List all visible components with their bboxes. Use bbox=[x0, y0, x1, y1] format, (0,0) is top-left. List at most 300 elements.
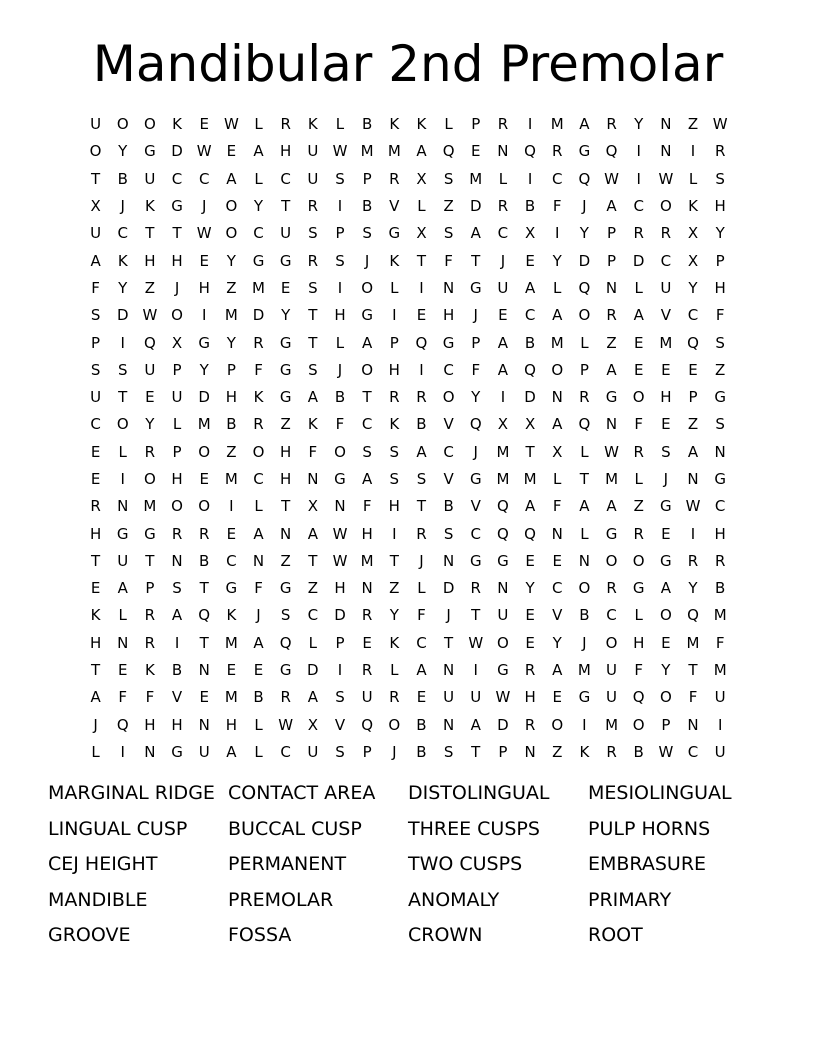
grid-letter: B bbox=[117, 169, 128, 188]
grid-letter: J bbox=[446, 606, 451, 625]
grid-letter: L bbox=[553, 470, 562, 488]
grid-letter: L bbox=[254, 497, 263, 516]
word-list-item: LINGUAL CUSP bbox=[48, 817, 188, 840]
grid-letter: P bbox=[715, 251, 725, 270]
grid-letter: S bbox=[443, 169, 454, 188]
grid-letter: S bbox=[308, 360, 318, 379]
word-list-item: PERMANENT bbox=[228, 853, 347, 875]
grid-letter: N bbox=[280, 524, 292, 543]
grid-letter: Z bbox=[715, 360, 726, 379]
grid-letter: C bbox=[226, 551, 237, 570]
grid-letter: Z bbox=[687, 115, 699, 134]
grid-letter: O bbox=[143, 470, 156, 488]
grid-letter: B bbox=[443, 497, 454, 516]
word-list bbox=[48, 776, 788, 954]
grid-letter: O bbox=[361, 360, 374, 379]
word-list-item: TWO CUSPS bbox=[408, 853, 523, 875]
grid-letter: E bbox=[633, 360, 644, 379]
grid-letter: M bbox=[360, 551, 374, 570]
grid-letter: T bbox=[172, 224, 182, 243]
grid-letter: M bbox=[224, 306, 238, 325]
grid-letter: E bbox=[199, 470, 209, 488]
grid-row bbox=[82, 493, 734, 520]
grid-letter: C bbox=[551, 579, 563, 598]
grid-letter: S bbox=[362, 224, 372, 243]
grid-letter: I bbox=[690, 142, 696, 161]
grid-letter: O bbox=[632, 715, 645, 734]
grid-letter: T bbox=[90, 169, 101, 188]
grid-letter: L bbox=[444, 115, 453, 134]
grid-letter: J bbox=[392, 742, 397, 761]
grid-letter: B bbox=[416, 742, 427, 761]
grid-letter: I bbox=[201, 306, 207, 325]
grid-letter: D bbox=[198, 388, 210, 407]
grid-letter: C bbox=[280, 169, 291, 188]
grid-letter: C bbox=[117, 224, 128, 243]
grid-letter: N bbox=[361, 579, 373, 598]
grid-letter: E bbox=[633, 333, 644, 352]
grid-letter: G bbox=[279, 360, 292, 379]
grid-letter: A bbox=[90, 251, 101, 270]
grid-letter: Y bbox=[145, 415, 155, 434]
grid-letter: L bbox=[417, 579, 426, 598]
grid-letter: F bbox=[552, 197, 562, 216]
grid-letter: X bbox=[416, 224, 427, 243]
grid-letter: Z bbox=[280, 551, 291, 570]
grid-letter: K bbox=[688, 197, 698, 216]
grid-letter: K bbox=[253, 388, 264, 407]
grid-letter: E bbox=[226, 142, 237, 161]
grid-letter: O bbox=[89, 142, 102, 161]
word-list-item: ANOMALY bbox=[408, 888, 500, 911]
grid-row bbox=[82, 548, 734, 575]
page-title: Mandibular 2nd Premolar bbox=[92, 35, 724, 93]
grid-letter: G bbox=[469, 278, 482, 297]
grid-letter: Y bbox=[715, 224, 725, 243]
grid-letter: S bbox=[389, 470, 400, 488]
grid-letter: B bbox=[524, 333, 536, 352]
grid-letter: B bbox=[524, 197, 536, 216]
grid-row bbox=[82, 684, 734, 711]
grid-letter: H bbox=[89, 633, 102, 652]
grid-letter: O bbox=[659, 606, 672, 625]
grid-letter: K bbox=[579, 742, 590, 761]
grid-letter: F bbox=[417, 606, 426, 625]
grid-letter: C bbox=[687, 306, 699, 325]
grid-letter: U bbox=[90, 115, 102, 134]
grid-letter: R bbox=[198, 524, 210, 543]
grid-letter: Q bbox=[415, 333, 428, 352]
grid-letter: C bbox=[497, 224, 509, 243]
grid-letter: E bbox=[416, 306, 427, 325]
grid-letter: B bbox=[361, 115, 373, 134]
grid-letter: T bbox=[145, 551, 155, 570]
grid-letter: D bbox=[469, 197, 482, 216]
word-list-item: DISTOLINGUAL bbox=[408, 782, 550, 804]
grid-letter: Y bbox=[579, 224, 589, 243]
grid-letter: T bbox=[199, 633, 209, 652]
grid-letter: R bbox=[144, 633, 156, 652]
grid-letter: K bbox=[389, 251, 400, 270]
grid-letter: W bbox=[142, 306, 158, 325]
grid-letter: S bbox=[715, 415, 725, 434]
grid-letter: A bbox=[307, 524, 318, 543]
grid-row bbox=[82, 411, 734, 438]
grid-letter: R bbox=[361, 606, 373, 625]
grid-letter: M bbox=[224, 470, 238, 488]
grid-letter: Z bbox=[226, 278, 237, 297]
grid-letter: M bbox=[713, 606, 727, 625]
grid-letter: E bbox=[525, 606, 535, 625]
grid-letter: C bbox=[253, 224, 264, 243]
grid-letter: X bbox=[524, 224, 536, 243]
grid-letter: F bbox=[634, 661, 644, 680]
grid-letter: N bbox=[442, 551, 455, 570]
grid-letter: Q bbox=[143, 333, 156, 352]
grid-letter: O bbox=[578, 306, 591, 325]
grid-letter: H bbox=[524, 688, 536, 707]
grid-letter: Y bbox=[226, 333, 236, 352]
grid-letter: Q bbox=[279, 633, 292, 652]
grid-letter: H bbox=[198, 278, 210, 297]
grid-letter: S bbox=[661, 442, 671, 461]
grid-letter: Z bbox=[389, 579, 400, 598]
grid-letter: N bbox=[198, 661, 210, 680]
grid-letter: C bbox=[687, 742, 699, 761]
grid-letter: J bbox=[337, 360, 343, 379]
grid-letter: S bbox=[90, 360, 101, 379]
grid-letter: T bbox=[471, 251, 481, 270]
grid-letter: A bbox=[362, 333, 373, 352]
grid-letter: P bbox=[335, 224, 345, 243]
grid-letter: V bbox=[334, 715, 346, 734]
grid-letter: I bbox=[337, 661, 343, 680]
grid-letter: A bbox=[253, 633, 264, 652]
grid-letter: A bbox=[416, 442, 427, 461]
grid-letter: G bbox=[171, 197, 183, 216]
grid-letter: L bbox=[335, 115, 345, 134]
grid-letter: B bbox=[226, 415, 237, 434]
grid-letter: R bbox=[606, 306, 617, 325]
grid-letter: C bbox=[443, 360, 454, 379]
grid-letter: O bbox=[252, 442, 265, 461]
grid-letter: M bbox=[496, 442, 510, 461]
word-list-item: GROOVE bbox=[48, 924, 131, 946]
grid-letter: T bbox=[471, 742, 481, 761]
grid-row bbox=[82, 712, 734, 739]
grid-letter: M bbox=[197, 415, 211, 434]
grid-letter: R bbox=[687, 551, 699, 570]
grid-letter: Q bbox=[361, 715, 374, 734]
grid-letter: E bbox=[90, 470, 101, 488]
grid-letter: U bbox=[497, 606, 509, 625]
grid-letter: G bbox=[605, 388, 618, 407]
grid-letter: S bbox=[335, 169, 345, 188]
grid-letter: U bbox=[144, 360, 156, 379]
grid-letter: O bbox=[605, 551, 618, 570]
grid-letter: K bbox=[307, 415, 318, 434]
grid-letter: N bbox=[252, 551, 265, 570]
grid-letter: R bbox=[633, 524, 644, 543]
word-list-item: ROOT bbox=[588, 924, 643, 946]
grid-letter: O bbox=[605, 633, 618, 652]
grid-letter: I bbox=[120, 742, 125, 761]
grid-letter: F bbox=[362, 497, 372, 516]
grid-letter: A bbox=[253, 524, 264, 543]
grid-letter: G bbox=[497, 551, 509, 570]
grid-letter: A bbox=[416, 142, 427, 161]
grid-letter: M bbox=[713, 661, 727, 680]
grid-letter: A bbox=[226, 169, 237, 188]
grid-letter: U bbox=[470, 688, 482, 707]
grid-letter: S bbox=[715, 333, 725, 352]
grid-letter: S bbox=[280, 606, 291, 625]
grid-letter: L bbox=[580, 442, 589, 461]
grid-letter: F bbox=[715, 306, 725, 325]
grid-letter: Q bbox=[116, 715, 129, 734]
grid-letter: A bbox=[606, 360, 617, 379]
grid-letter: O bbox=[225, 197, 238, 216]
grid-letter: T bbox=[281, 497, 291, 516]
grid-letter: R bbox=[253, 415, 264, 434]
grid-letter: X bbox=[687, 251, 699, 270]
grid-letter: H bbox=[334, 306, 346, 325]
grid-letter: S bbox=[416, 470, 427, 488]
grid-letter: Q bbox=[497, 524, 509, 543]
grid-letter: G bbox=[469, 470, 482, 488]
grid-letter: M bbox=[577, 661, 591, 680]
grid-letter: O bbox=[632, 388, 645, 407]
grid-letter: I bbox=[527, 169, 533, 188]
grid-letter: E bbox=[117, 661, 128, 680]
grid-letter: C bbox=[307, 606, 319, 625]
grid-letter: O bbox=[497, 633, 509, 652]
grid-letter: X bbox=[307, 497, 318, 516]
grid-letter: N bbox=[687, 715, 699, 734]
grid-letter: R bbox=[144, 606, 156, 625]
word-list-item: PULP HORNS bbox=[588, 817, 711, 840]
grid-letter: G bbox=[279, 251, 292, 270]
grid-letter: V bbox=[389, 197, 400, 216]
grid-letter: J bbox=[500, 251, 506, 270]
grid-letter: O bbox=[659, 688, 672, 707]
grid-letter: F bbox=[254, 579, 263, 598]
grid-letter: E bbox=[525, 251, 535, 270]
grid-letter: I bbox=[717, 715, 723, 734]
grid-letter: R bbox=[389, 688, 400, 707]
grid-letter: I bbox=[419, 360, 424, 379]
word-list-item: PREMOLAR bbox=[228, 888, 334, 911]
grid-letter: Q bbox=[578, 169, 591, 188]
grid-letter: T bbox=[308, 306, 318, 325]
grid-letter: X bbox=[307, 715, 318, 734]
grid-letter: H bbox=[280, 142, 292, 161]
grid-letter: B bbox=[199, 551, 210, 570]
grid-letter: L bbox=[254, 742, 263, 761]
grid-letter: D bbox=[524, 388, 536, 407]
grid-letter: N bbox=[524, 742, 536, 761]
grid-letter: R bbox=[280, 115, 291, 134]
grid-letter: H bbox=[280, 470, 292, 488]
grid-letter: L bbox=[254, 115, 263, 134]
grid-letter: P bbox=[607, 251, 617, 270]
grid-letter: O bbox=[198, 442, 211, 461]
grid-letter: T bbox=[199, 579, 209, 598]
grid-letter: W bbox=[658, 169, 674, 188]
grid-letter: S bbox=[443, 524, 454, 543]
grid-letter: U bbox=[144, 169, 156, 188]
grid-letter: D bbox=[334, 606, 346, 625]
grid-letter: R bbox=[606, 742, 617, 761]
grid-letter: G bbox=[578, 142, 591, 161]
grid-letter: B bbox=[171, 661, 183, 680]
grid-letter: J bbox=[93, 715, 98, 734]
grid-letter: A bbox=[552, 661, 563, 680]
grid-letter: B bbox=[579, 606, 590, 625]
grid-letter: K bbox=[389, 415, 400, 434]
grid-letter: E bbox=[145, 388, 155, 407]
grid-letter: E bbox=[416, 688, 427, 707]
grid-letter: N bbox=[578, 551, 590, 570]
grid-letter: K bbox=[90, 606, 101, 625]
grid-letter: S bbox=[117, 360, 128, 379]
grid-letter: V bbox=[660, 306, 671, 325]
grid-letter: Y bbox=[688, 579, 698, 598]
grid-letter: D bbox=[171, 142, 183, 161]
grid-letter: G bbox=[171, 742, 183, 761]
grid-letter: D bbox=[116, 306, 129, 325]
grid-letter: G bbox=[279, 388, 292, 407]
grid-letter: S bbox=[335, 688, 345, 707]
grid-letter: S bbox=[389, 442, 400, 461]
grid-letter: L bbox=[390, 661, 399, 680]
grid-letter: G bbox=[144, 524, 156, 543]
grid-letter: T bbox=[579, 470, 589, 488]
grid-letter: O bbox=[171, 497, 183, 516]
grid-letter: W bbox=[604, 442, 619, 461]
grid-letter: P bbox=[471, 333, 481, 352]
grid-letter: F bbox=[444, 251, 453, 270]
grid-letter: A bbox=[307, 688, 318, 707]
word-list-item: MARGINAL RIDGE bbox=[48, 782, 215, 804]
grid-letter: I bbox=[174, 633, 180, 652]
grid-letter: E bbox=[552, 688, 562, 707]
grid-letter: E bbox=[661, 633, 671, 652]
grid-letter: W bbox=[332, 524, 348, 543]
grid-letter: K bbox=[144, 661, 155, 680]
grid-letter: F bbox=[254, 360, 263, 379]
grid-letter: E bbox=[661, 360, 671, 379]
grid-letter: H bbox=[633, 633, 645, 652]
grid-letter: U bbox=[606, 661, 618, 680]
grid-letter: N bbox=[497, 579, 509, 598]
grid-letter: R bbox=[660, 224, 672, 243]
grid-letter: T bbox=[281, 197, 291, 216]
grid-letter: R bbox=[606, 115, 617, 134]
grid-letter: H bbox=[361, 524, 373, 543]
grid-letter: F bbox=[688, 688, 698, 707]
grid-letter: A bbox=[660, 579, 671, 598]
grid-letter: L bbox=[634, 470, 643, 488]
grid-letter: G bbox=[252, 251, 265, 270]
grid-letter: C bbox=[90, 415, 101, 434]
grid-letter: I bbox=[473, 661, 478, 680]
grid-letter: G bbox=[660, 551, 672, 570]
word-list-item: BUCCAL CUSP bbox=[228, 817, 362, 840]
grid-letter: V bbox=[552, 606, 563, 625]
word-list-item: FOSSA bbox=[228, 924, 292, 946]
grid-letter: A bbox=[633, 306, 644, 325]
grid-letter: W bbox=[468, 633, 484, 652]
grid-letter: W bbox=[196, 142, 212, 161]
grid-letter: U bbox=[307, 169, 319, 188]
grid-letter: L bbox=[118, 606, 127, 625]
grid-letter: N bbox=[144, 742, 156, 761]
grid-letter: E bbox=[525, 633, 535, 652]
grid-row bbox=[82, 657, 734, 684]
grid-letter: S bbox=[308, 278, 318, 297]
grid-letter: U bbox=[714, 742, 726, 761]
grid-letter: W bbox=[332, 142, 348, 161]
grid-letter: Z bbox=[226, 442, 237, 461]
grid-letter: Z bbox=[606, 333, 617, 352]
grid-letter: N bbox=[307, 470, 319, 488]
grid-letter: H bbox=[144, 251, 156, 270]
grid-letter: G bbox=[632, 579, 645, 598]
grid-letter: X bbox=[524, 415, 536, 434]
grid-letter: N bbox=[714, 442, 726, 461]
grid-letter: O bbox=[659, 197, 672, 216]
grid-letter: G bbox=[279, 661, 292, 680]
grid-letter: Q bbox=[524, 360, 536, 379]
grid-letter: N bbox=[442, 278, 455, 297]
grid-letter: O bbox=[171, 306, 183, 325]
grid-letter: O bbox=[225, 224, 238, 243]
grid-letter: D bbox=[632, 251, 645, 270]
grid-letter: M bbox=[143, 497, 157, 516]
grid-letter: M bbox=[523, 470, 537, 488]
grid-letter: N bbox=[497, 142, 509, 161]
grid-letter: L bbox=[172, 415, 182, 434]
grid-letter: O bbox=[442, 388, 455, 407]
grid-letter: G bbox=[144, 142, 156, 161]
grid-letter: H bbox=[280, 442, 292, 461]
grid-letter: L bbox=[688, 169, 698, 188]
grid-letter: G bbox=[225, 579, 238, 598]
grid-letter: R bbox=[253, 333, 264, 352]
grid-letter: V bbox=[443, 415, 454, 434]
grid-letter: U bbox=[198, 742, 210, 761]
grid-letter: H bbox=[171, 470, 183, 488]
grid-letter: A bbox=[226, 742, 237, 761]
grid-letter: G bbox=[279, 333, 292, 352]
grid-letter: A bbox=[552, 306, 563, 325]
grid-letter: K bbox=[172, 115, 182, 134]
grid-row bbox=[82, 630, 734, 657]
grid-letter: C bbox=[606, 606, 617, 625]
grid-letter: P bbox=[145, 579, 155, 598]
grid-letter: I bbox=[527, 115, 533, 134]
grid-letter: C bbox=[280, 742, 291, 761]
grid-letter: Q bbox=[524, 524, 536, 543]
grid-letter: B bbox=[361, 197, 373, 216]
grid-letter: J bbox=[364, 251, 370, 270]
grid-letter: H bbox=[388, 497, 400, 516]
grid-letter: G bbox=[116, 524, 129, 543]
grid-row bbox=[82, 247, 734, 274]
grid-row bbox=[82, 138, 734, 165]
grid-letter: L bbox=[254, 715, 263, 734]
